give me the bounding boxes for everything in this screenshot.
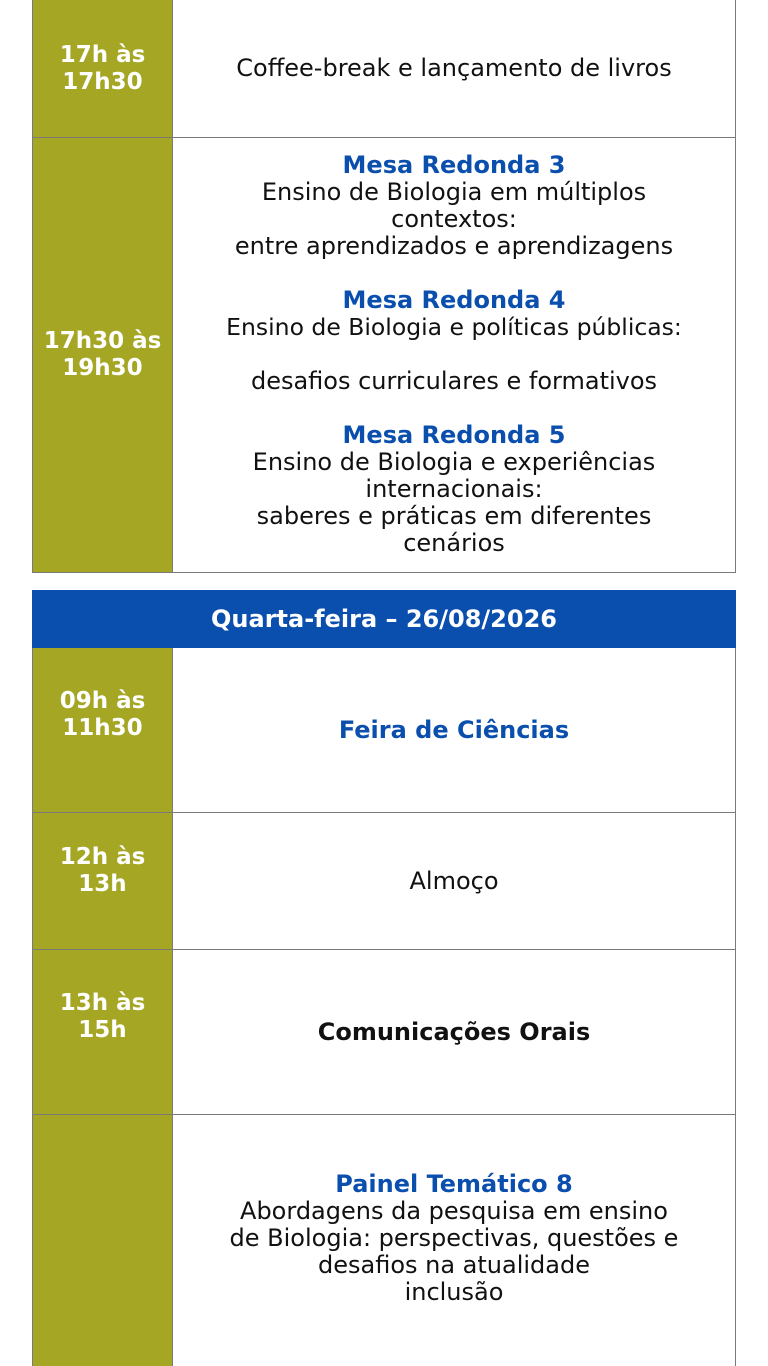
table-row: [33, 648, 735, 813]
mesa-redonda-3-title: Mesa Redonda 3: [342, 151, 566, 179]
mesa-redonda-4-title: Mesa Redonda 4: [342, 286, 566, 314]
time-start: 17h30 às: [43, 328, 162, 354]
time-cell: [33, 813, 173, 949]
activity-cell: [173, 1115, 735, 1366]
time-end: 11h30: [62, 715, 143, 741]
time-start: 17h às: [59, 41, 146, 68]
activity-text: Coffee-break e lançamento de livros: [236, 54, 672, 82]
mesa-redonda-4-line: desafios curriculares e formativos: [250, 367, 658, 395]
time-cell: [33, 648, 173, 812]
table-row: [33, 813, 735, 950]
activity-cell: [173, 950, 735, 1114]
activity-cell: [173, 0, 735, 137]
comunicacoes-orais-title: Comunicações Orais: [317, 1017, 591, 1046]
time-cell: [33, 1115, 173, 1366]
time-start: 13h às: [59, 990, 146, 1016]
painel-line: Abordagens da pesquisa em ensino: [240, 1197, 668, 1225]
mesa-redonda-3-line: entre aprendizados e aprendizagens: [234, 232, 674, 260]
schedule-table-bottom: [32, 648, 736, 1366]
activity-cell: [173, 813, 735, 949]
day-header: Quarta-feira – 26/08/2026: [32, 590, 736, 648]
table-row: [33, 950, 735, 1115]
table-row: [33, 1115, 735, 1366]
time-end: 17h30: [62, 68, 143, 95]
mesa-redonda-5-line: saberes e práticas em diferentes: [256, 502, 652, 530]
time-end: 13h: [78, 871, 127, 897]
time-cell: [33, 138, 173, 572]
mesa-redonda-5-title: Mesa Redonda 5: [342, 421, 566, 449]
time-cell: [33, 0, 173, 137]
activity-cell: [173, 648, 735, 812]
activity-cell: [173, 138, 735, 572]
painel-tematico-8-title: Painel Temático 8: [335, 1170, 573, 1198]
mesa-redonda-3-line: contextos:: [391, 205, 517, 233]
table-row: [33, 138, 735, 573]
activity-text: Almoço: [409, 866, 499, 895]
mesa-redonda-4-line: Ensino de Biologia e políticas públicas:: [226, 313, 682, 341]
painel-line: inclusão: [404, 1278, 504, 1306]
time-end: 19h30: [62, 355, 143, 381]
mesa-redonda-5-line: internacionais:: [365, 475, 543, 503]
schedule-table-top: [32, 0, 736, 573]
time-end: 15h: [78, 1017, 127, 1043]
mesa-redonda-3-line: Ensino de Biologia em múltiplos: [261, 178, 647, 206]
mesa-redonda-5-line: Ensino de Biologia e experiências: [252, 448, 656, 476]
painel-line: de Biologia: perspectivas, questões e: [229, 1224, 679, 1252]
table-row: [33, 0, 735, 138]
time-cell: [33, 950, 173, 1114]
mesa-redonda-5-line: cenários: [403, 529, 505, 557]
painel-line: desafios na atualidade: [317, 1251, 590, 1279]
time-start: 12h às: [59, 844, 146, 870]
time-start: 09h às: [59, 688, 146, 714]
feira-de-ciencias-title: Feira de Ciências: [338, 715, 570, 744]
